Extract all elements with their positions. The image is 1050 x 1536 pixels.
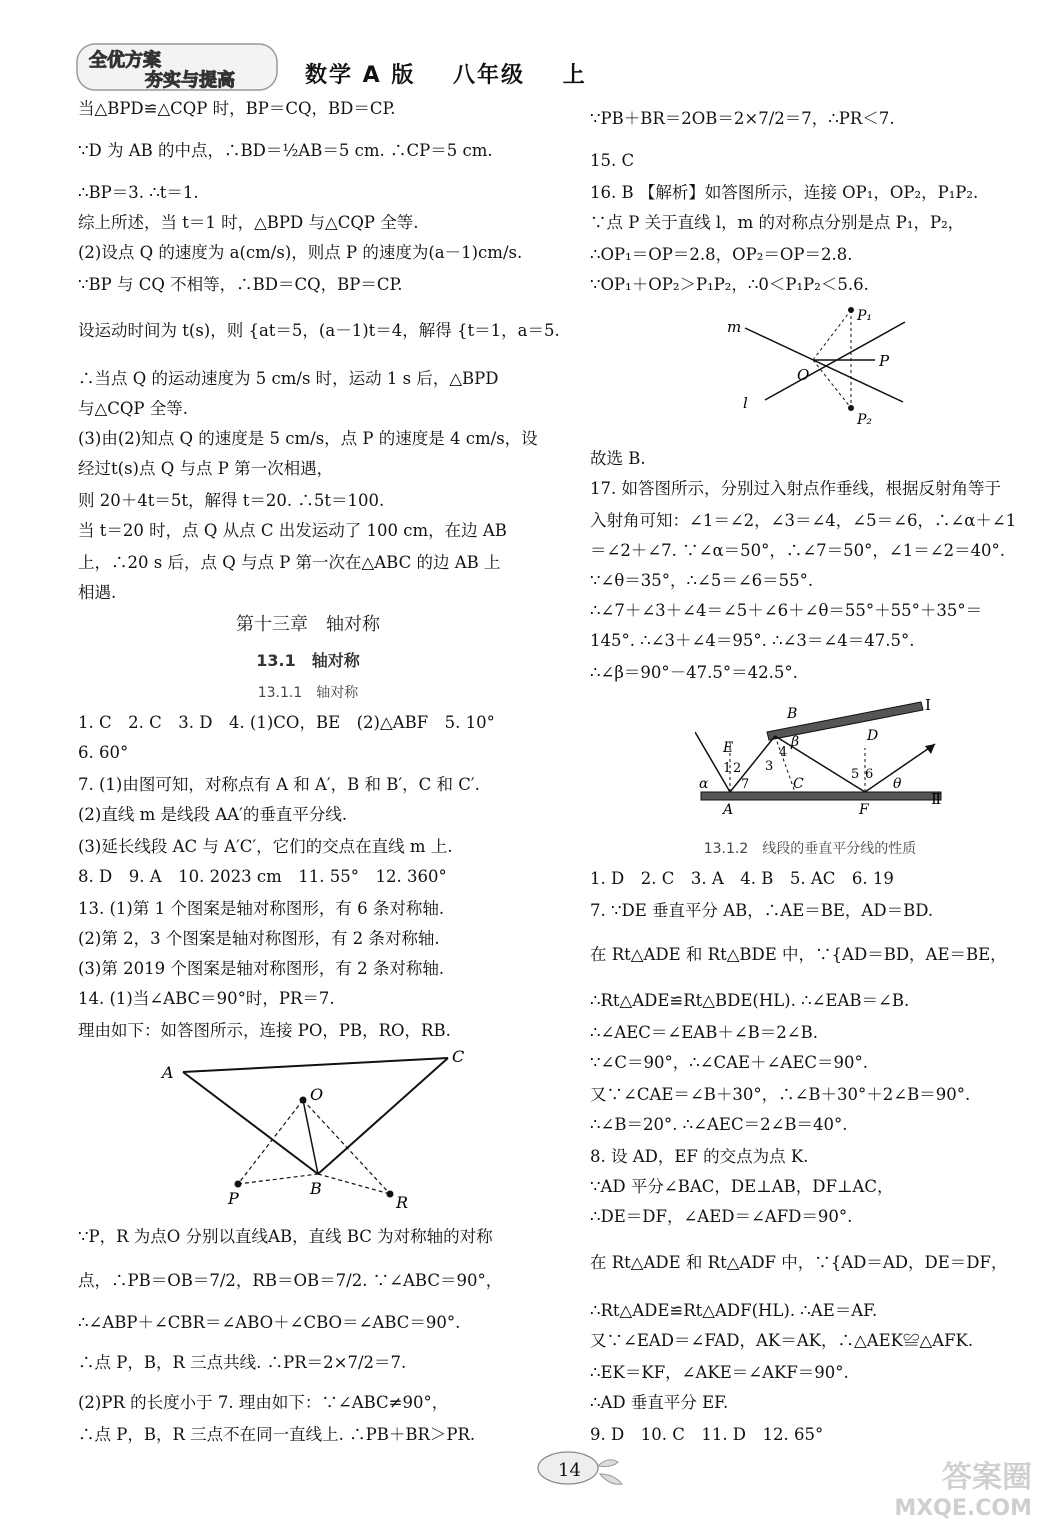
answer-line: ∵∠C＝90°，∴∠CAE＋∠AEC＝90°. [590, 1053, 869, 1072]
text-line: 当△BPD≌△CQP 时，BP＝CQ，BD＝CP. [78, 99, 396, 118]
text-line: (3)由(2)知点 Q 的速度是 5 cm/s，点 P 的速度是 4 cm/s，设 [78, 429, 538, 448]
text-line: ∵点 P 关于直线 l，m 的对称点分别是点 P₁，P₂， [590, 213, 965, 232]
text-line: 设运动时间为 t(s)，则 {at＝5，(a－1)t＝4，解得 {t＝1，a＝5. [78, 321, 560, 340]
text-line: (2)PR 的长度小于 7. 理由如下：∵∠ABC≠90°， [78, 1393, 449, 1412]
text-line: ∴当点 Q 的运动速度为 5 cm/s 时，运动 1 s 后，△BPD [78, 369, 499, 388]
answer-line: 又∵∠CAE＝∠B＋30°，∴∠B＋30°＋2∠B＝90°. [590, 1085, 971, 1104]
text-line: 入射角可知：∠1＝∠2，∠3＝∠4，∠5＝∠6，∴∠α＋∠1 [590, 511, 1017, 530]
fig16-label-l: l [743, 394, 748, 412]
fig16-label-P: P [879, 352, 890, 370]
page-number-badge [520, 1446, 630, 1496]
answer-line: ∵AD 平分∠BAC，DE⊥AB，DF⊥AC， [590, 1177, 894, 1196]
chapter-title: 第十三章 轴对称 [236, 614, 380, 635]
answer-line: (2)直线 m 是线段 AA′的垂直平分线. [78, 805, 348, 824]
fig17-label-2: 2 [733, 761, 742, 776]
fig17-label-F: F [859, 802, 869, 816]
fig17-label-C: C [793, 776, 804, 792]
answer-line: ∴∠B＝20°. ∴∠AEC＝2∠B＝40°. [590, 1115, 848, 1134]
text-line: 当 t＝20 时，点 Q 从点 C 出发运动了 100 cm，在边 AB [78, 521, 507, 540]
fig17-label-4: 4 [779, 745, 788, 760]
watermark [832, 1452, 1032, 1522]
text-line: 则 20＋4t＝5t，解得 t＝20. ∴5t＝100. [78, 491, 385, 510]
answer-line: ∴∠AEC＝∠EAB＋∠B＝2∠B. [590, 1023, 818, 1042]
answer-line: 13. (1)第 1 个图案是轴对称图形，有 6 条对称轴. [78, 899, 445, 918]
text-line: 相遇. [78, 583, 117, 602]
text-line: ∵∠θ＝35°，∴∠5＝∠6＝55°. [590, 571, 814, 590]
answer-line: ∴DE＝DF，∠AED＝∠AFD＝90°. [590, 1207, 853, 1226]
fig14-label-A: A [162, 1063, 174, 1082]
fig16-label-P2: P₂ [857, 412, 873, 428]
figure-q14 [158, 1050, 478, 1210]
fig14-label-B: B [310, 1179, 322, 1198]
fig16-label-m: m [727, 318, 742, 336]
text-line: 故选 B. [590, 449, 646, 468]
answer-line: (3)第 2019 个图案是轴对称图形，有 2 条对称轴. [78, 959, 445, 978]
text-line: ∴OP₁＝OP＝2.8，OP₂＝OP＝2.8. [590, 245, 853, 264]
text-line: ∵D 为 AB 的中点，∴BD＝½AB＝5 cm. ∴CP＝5 cm. [78, 141, 493, 160]
answer-line: 在 Rt△ADE 和 Rt△ADF 中，∵{AD＝AD，DE＝DF， [590, 1253, 1008, 1272]
text-line: ∵PB＋BR＝2OB＝2×7/2＝7，∴PR＜7. [590, 109, 895, 128]
answer-line: 14. (1)当∠ABC＝90°时，PR＝7. [78, 989, 335, 1008]
figure-q17 [695, 692, 965, 816]
text-line: ∴∠7＋∠3＋∠4＝∠5＋∠6＋∠θ＝55°＋55°＋35°＝ [590, 601, 983, 620]
fig17-label-3: 3 [765, 759, 774, 774]
page-number: 14 [558, 1460, 581, 1481]
fig17-label-E: E [723, 740, 734, 756]
answer-line: 9. D 10. C 11. D 12. 65° [590, 1425, 824, 1444]
text-line: (2)设点 Q 的速度为 a(cm/s)，则点 P 的速度为(a－1)cm/s. [78, 243, 523, 262]
answer-line: (2)第 2，3 个图案是轴对称图形，有 2 条对称轴. [78, 929, 440, 948]
header-subject: 数学 A 版 [305, 63, 416, 88]
text-line: 综上所述，当 t＝1 时，△BPD 与△CQP 全等. [78, 213, 419, 232]
section-title: 13.1 轴对称 [256, 651, 360, 670]
fig17-label-1: 1 [723, 761, 732, 776]
fig17-label-B: B [787, 706, 798, 722]
fig14-label-O: O [310, 1085, 324, 1104]
subsection-title: 13.1.1 轴对称 [257, 685, 359, 701]
text-line: ∴点 P，B，R 三点不在同一直线上. ∴PB＋BR＞PR. [78, 1425, 476, 1444]
fig17-label-II: Ⅱ [931, 790, 942, 808]
fig17-label-5: 5 [851, 767, 860, 782]
book-logo [75, 40, 280, 94]
text-line: ＝∠2＋∠7. ∵∠α＝50°，∴∠7＝50°，∠1＝∠2＝40°. [590, 541, 1006, 560]
text-line: ∴点 P，B，R 三点共线. ∴PR＝2×7/2＝7. [78, 1353, 407, 1372]
text-line: 点，∴PB＝OB＝7/2，RB＝OB＝7/2. ∵∠ABC＝90°， [78, 1271, 503, 1290]
text-line: ∴∠ABP＋∠CBR＝∠ABO＋∠CBO＝∠ABC＝90°. [78, 1313, 461, 1332]
fig17-label-D: D [867, 728, 879, 744]
text-line: ∵OP₁＋OP₂＞P₁P₂，∴0＜P₁P₂＜5.6. [590, 275, 869, 294]
answer-line: 又∵∠EAD＝∠FAD，AK＝AK，∴△AEK≌△AFK. [590, 1331, 974, 1350]
text-line: 145°. ∴∠3＋∠4＝95°. ∴∠3＝∠4＝47.5°. [590, 631, 915, 650]
text-line: ∵BP 与 CQ 不相等，∴BD＝CQ，BP＝CP. [78, 275, 403, 294]
text-line: 16. B 【解析】如答图所示，连接 OP₁，OP₂，P₁P₂. [590, 183, 979, 202]
answer-line: 7. ∵DE 垂直平分 AB，∴AE＝BE，AD＝BD. [590, 901, 934, 920]
fig16-label-O: O [797, 366, 810, 384]
text-line: ∵P，R 为点O 分别以直线AB，直线 BC 为对称轴的对称 [78, 1227, 493, 1246]
fig14-label-R: R [396, 1193, 409, 1210]
text-line: ∴∠β＝90°－47.5°＝42.5°. [590, 663, 798, 682]
text-line: 17. 如答图所示，分别过入射点作垂线，根据反射角等于 [590, 479, 1001, 498]
fig17-label-I: Ⅰ [925, 696, 931, 714]
fig14-label-P: P [228, 1189, 239, 1208]
page-header [305, 58, 615, 89]
fig17-label-alpha: α [699, 776, 709, 792]
answer-line: ∴AD 垂直平分 EF. [590, 1393, 729, 1412]
answer-line: 6. 60° [78, 743, 129, 762]
fig17-label-6: 6 [865, 767, 874, 782]
fig17-label-A: A [723, 802, 734, 816]
answer-line: (3)延长线段 AC 与 A′C′，它们的交点在直线 m 上. [78, 837, 453, 856]
text-line: 15. C [590, 151, 635, 170]
fig17-label-7: 7 [741, 777, 750, 792]
text-line: 经过t(s)点 Q 与点 P 第一次相遇， [78, 459, 334, 478]
answer-line: 8. 设 AD，EF 的交点为点 K. [590, 1147, 809, 1166]
text-line: 与△CQP 全等. [78, 399, 188, 418]
fig16-label-P1: P₁ [857, 308, 873, 324]
subsection-title: 13.1.2 线段的垂直平分线的性质 [703, 841, 917, 857]
header-volume: 上 [562, 63, 587, 88]
answer-line: 7. (1)由图可知，对称点有 A 和 A′，B 和 B′，C 和 C′. [78, 775, 480, 794]
answer-line: ∴EK＝KF，∠AKE＝∠AKF＝90°. [590, 1363, 849, 1382]
logo-line2: 夯实与提高 [145, 70, 235, 91]
answer-line: 8. D 9. A 10. 2023 cm 11. 55° 12. 360° [78, 867, 447, 886]
figure-q16 [725, 304, 925, 434]
header-grade: 八年级 [453, 63, 526, 88]
text-line: ∴BP＝3. ∴t＝1. [78, 183, 199, 202]
logo-line1: 全优方案 [89, 50, 161, 71]
fig17-label-beta: β [791, 734, 800, 750]
answer-line: ∴Rt△ADE≌Rt△ADF(HL). ∴AE＝AF. [590, 1301, 878, 1320]
watermark-text: 答案圈 [942, 1460, 1032, 1495]
text-line: 上，∴20 s 后，点 Q 与点 P 第一次在△ABC 的边 AB 上 [78, 553, 501, 572]
watermark-url: MXQE.COM [894, 1496, 1032, 1521]
answer-line: 1. D 2. C 3. A 4. B 5. AC 6. 19 [590, 869, 894, 888]
answer-line: 1. C 2. C 3. D 4. (1)CO，BE (2)△ABF 5. 10° [78, 713, 495, 732]
fig17-label-theta: θ [893, 776, 902, 792]
answer-line: ∴Rt△ADE≌Rt△BDE(HL). ∴∠EAB＝∠B. [590, 991, 910, 1010]
fig14-label-C: C [452, 1050, 465, 1066]
answer-line: 理由如下：如答图所示，连接 PO，PB，RO，RB. [78, 1021, 451, 1040]
answer-line: 在 Rt△ADE 和 Rt△BDE 中，∵{AD＝BD，AE＝BE， [590, 945, 1007, 964]
